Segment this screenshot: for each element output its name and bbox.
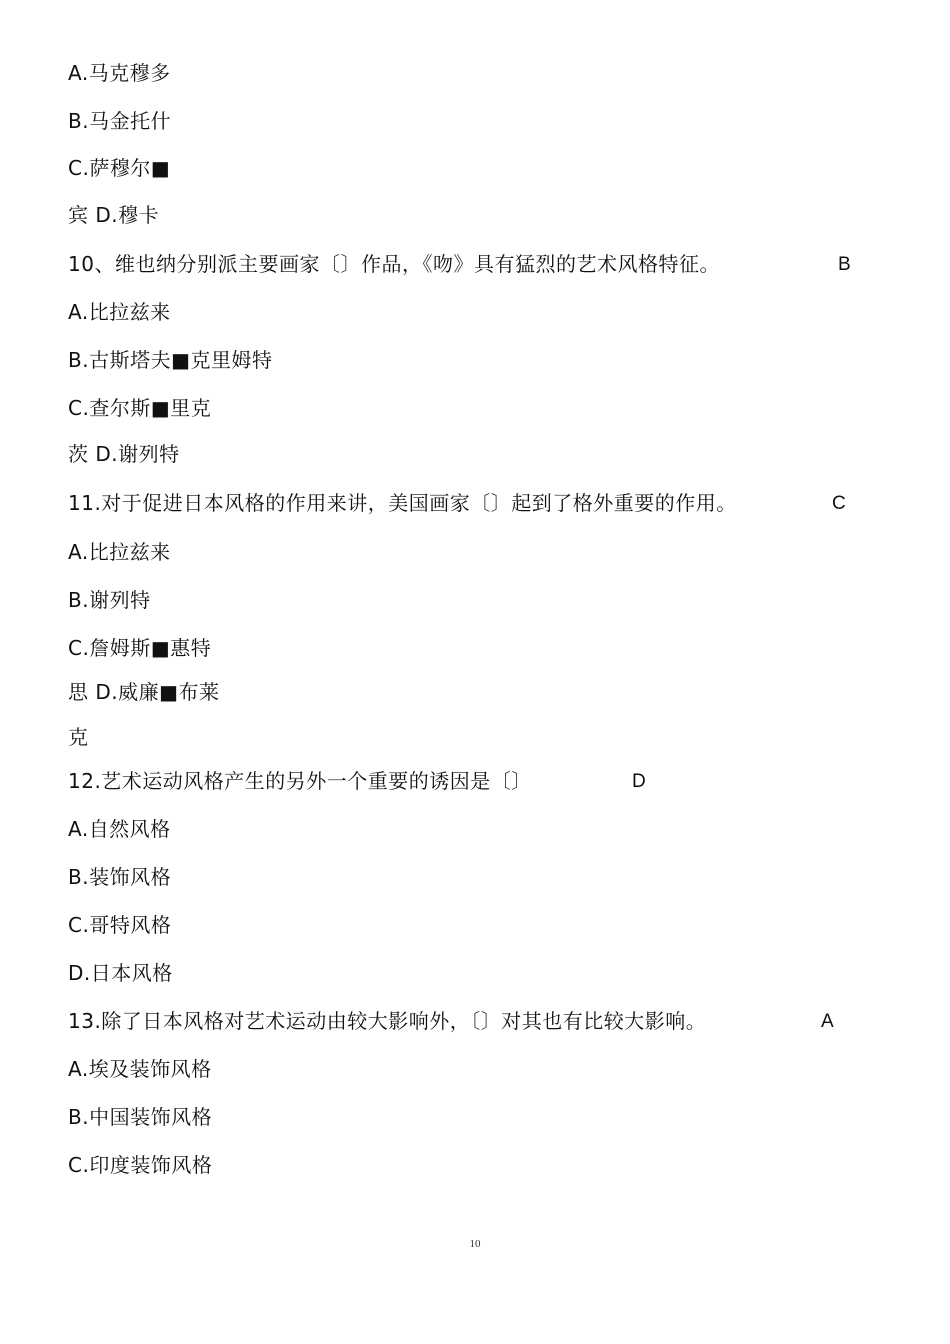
option-line: B.古斯塔夫■克里姆特 [68,348,273,372]
option-line: C.詹姆斯■惠特 [68,636,212,660]
option-line: A.比拉兹来 [68,300,171,324]
option-line: 思 D.威廉■布莱 [68,680,220,704]
option-line: C.哥特风格 [68,913,172,937]
option-line: B.谢列特 [68,588,151,612]
page-number: 10 [469,1238,481,1250]
question-11: 11.对于促进日本风格的作用来讲，美国画家〔〕起到了格外重要的作用。 [68,491,737,515]
answer-11: C [832,493,846,514]
question-12: 12.艺术运动风格产生的另外一个重要的诱因是〔〕 [68,769,532,793]
answer-12: D [632,771,646,792]
option-line: B.装饰风格 [68,865,172,889]
answer-10: B [838,254,851,275]
option-line: A.自然风格 [68,817,171,841]
option-line: B.马金托什 [68,109,172,133]
option-line: A.比拉兹来 [68,540,171,564]
question-13: 13.除了日本风格对艺术运动由较大影响外，〔〕对其也有比较大影响。 [68,1009,707,1033]
option-line: C.萨穆尔■ [68,156,171,180]
option-line: 茨 D.谢列特 [68,442,180,466]
option-line: A.埃及装饰风格 [68,1057,212,1081]
option-line: 宾 D.穆卡 [68,203,160,227]
option-line: C.印度装饰风格 [68,1153,213,1177]
option-line: B.中国装饰风格 [68,1105,213,1129]
question-10: 10、维也纳分别派主要画家〔〕作品，《吻》具有猛烈的艺术风格特征。 [68,252,720,276]
answer-13: A [821,1011,834,1032]
option-line: D.日本风格 [68,961,173,985]
option-line: C.查尔斯■里克 [68,396,212,420]
option-line: A.马克穆多 [68,61,171,85]
option-line: 克 [68,725,89,749]
